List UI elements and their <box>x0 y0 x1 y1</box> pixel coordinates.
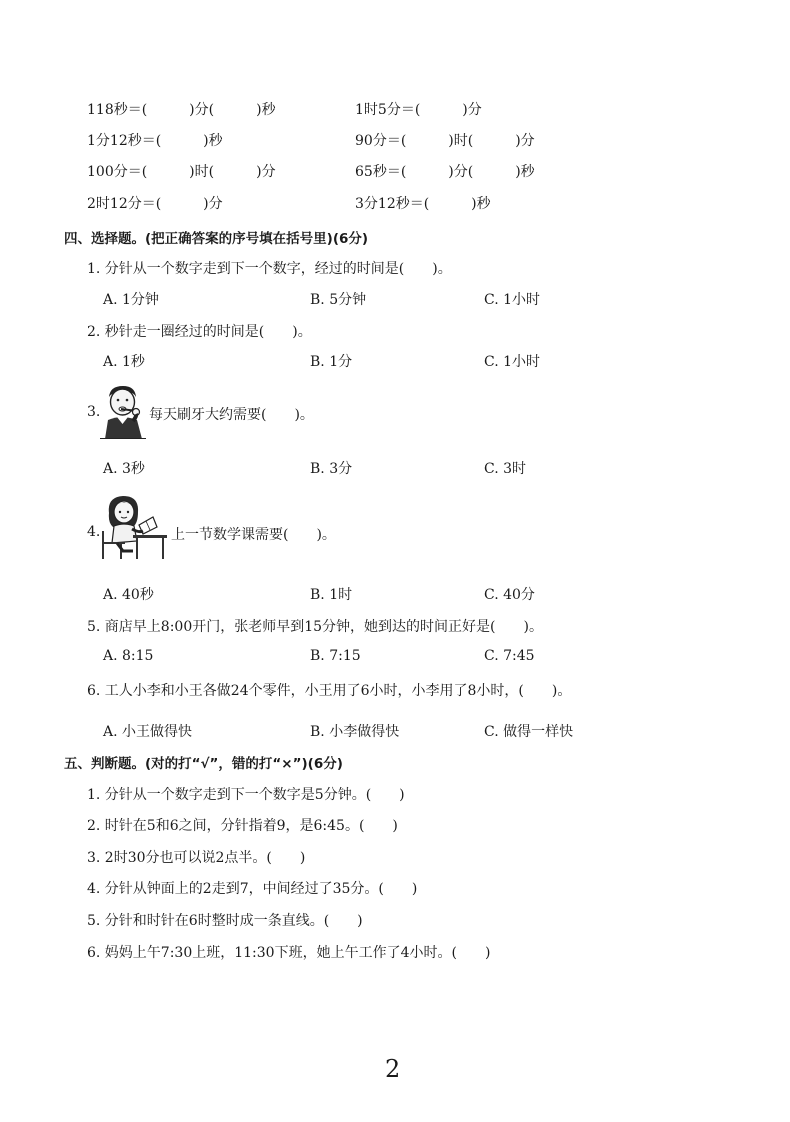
conversion-left-4: 2时12分＝( )分 <box>87 196 223 212</box>
judge-item-4: 4. 分针从钟面上的2走到7，中间经过了35分。( ) <box>87 881 418 897</box>
conversion-left-3: 100分＝( )时( )分 <box>87 164 276 180</box>
q4-5-option-c: C. 7:45 <box>484 648 535 664</box>
q4-1-text: 1. 分针从一个数字走到下一个数字，经过的时间是( )。 <box>87 261 452 277</box>
q4-5-text: 5. 商店早上8:00开门，张老师早到15分钟，她到达的时间正好是( )。 <box>87 619 543 635</box>
q4-3-text: 每天刷牙大约需要( )。 <box>149 407 314 423</box>
judge-item-5: 5. 分针和时针在6时整时成一条直线。( ) <box>87 913 363 929</box>
q4-3-option-b: B. 3分 <box>310 461 353 477</box>
conversion-right-3: 65秒＝( )分( )秒 <box>355 164 535 180</box>
q4-6-option-c: C. 做得一样快 <box>484 724 574 740</box>
q4-6-option-b: B. 小李做得快 <box>310 724 400 740</box>
judge-item-6: 6. 妈妈上午7:30上班，11:30下班，她上午工作了4小时。( ) <box>87 945 491 961</box>
judge-item-3: 3. 2时30分也可以说2点半。( ) <box>87 850 306 866</box>
page-number: 2 <box>385 1055 401 1083</box>
q4-2-option-b: B. 1分 <box>310 354 353 370</box>
q4-4-option-c: C. 40分 <box>484 587 535 603</box>
q4-3-number: 3. <box>87 404 101 420</box>
q4-1-option-a: A. 1分钟 <box>103 292 159 308</box>
girl-studying-illustration <box>99 491 169 561</box>
q4-6-option-a: A. 小王做得快 <box>103 724 193 740</box>
q4-4-text: 上一节数学课需要( )。 <box>171 527 336 543</box>
q4-2-text: 2. 秒针走一圈经过的时间是( )。 <box>87 324 312 340</box>
q4-5-option-b: B. 7:15 <box>310 648 361 664</box>
conversion-right-1: 1时5分＝( )分 <box>355 102 482 118</box>
conversion-right-2: 90分＝( )时( )分 <box>355 133 535 149</box>
man-brushing-teeth-illustration <box>100 383 146 439</box>
conversion-left-2: 1分12秒＝( )秒 <box>87 133 223 149</box>
q4-4-number: 4. <box>87 524 101 540</box>
section4-title: 四、选择题。(把正确答案的序号填在括号里)(6分) <box>64 231 369 247</box>
judge-item-2: 2. 时针在5和6之间，分针指着9，是6:45。( ) <box>87 818 398 834</box>
q4-4-option-a: A. 40秒 <box>103 587 154 603</box>
judge-item-1: 1. 分针从一个数字走到下一个数字是5分钟。( ) <box>87 787 405 803</box>
q4-2-option-c: C. 1小时 <box>484 354 541 370</box>
q4-2-option-a: A. 1秒 <box>103 354 145 370</box>
q4-5-option-a: A. 8:15 <box>103 648 154 664</box>
conversion-left-1: 118秒＝( )分( )秒 <box>87 102 276 118</box>
q4-6-text: 6. 工人小李和小王各做24个零件，小王用了6小时，小李用了8小时，( )。 <box>87 683 572 699</box>
q4-3-option-a: A. 3秒 <box>103 461 145 477</box>
section5-title: 五、判断题。(对的打“√”，错的打“×”)(6分) <box>64 756 343 772</box>
q4-3-option-c: C. 3时 <box>484 461 527 477</box>
conversion-right-4: 3分12秒＝( )秒 <box>355 196 491 212</box>
q4-1-option-c: C. 1小时 <box>484 292 541 308</box>
q4-1-option-b: B. 5分钟 <box>310 292 367 308</box>
q4-4-option-b: B. 1时 <box>310 587 353 603</box>
